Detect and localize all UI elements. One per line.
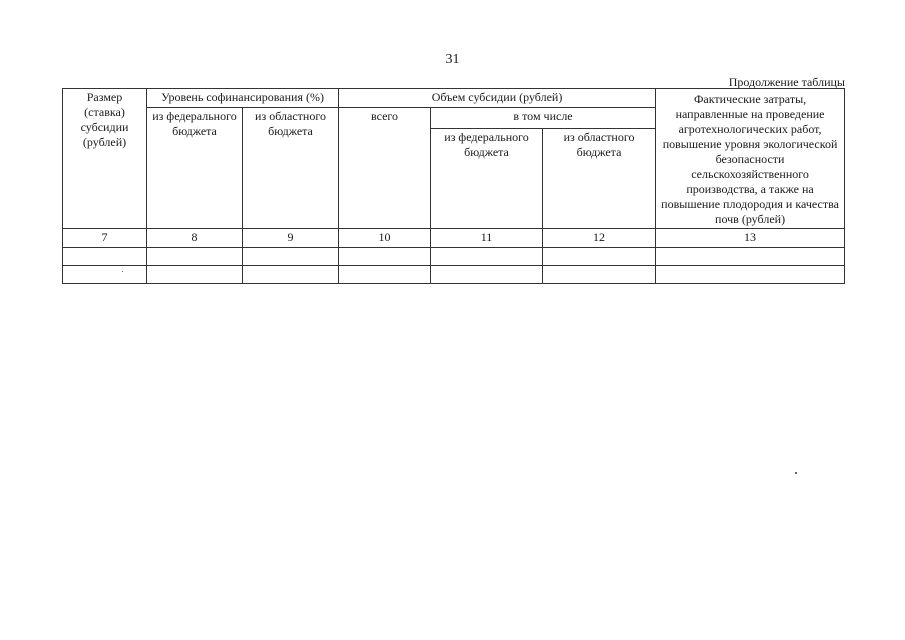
column-number: 8: [147, 229, 243, 248]
column-number: 12: [543, 229, 656, 248]
column-number: 9: [243, 229, 339, 248]
header-subsidy-size: Размер (ставка) субсидии (рублей): [63, 89, 147, 229]
table-cell: [147, 248, 243, 266]
scan-speck: [122, 271, 123, 272]
header-volume-total: всего: [339, 108, 431, 229]
column-number: 10: [339, 229, 431, 248]
header-cofin-regional: из областного бюджета: [243, 108, 339, 229]
header-subsidy-volume: Объем субсидии (рублей): [339, 89, 656, 108]
column-number: 13: [656, 229, 845, 248]
table-cell: [63, 266, 147, 284]
page-number: 31: [445, 52, 460, 67]
table-cell: [63, 248, 147, 266]
table-cell: [431, 266, 543, 284]
table-cell: [431, 248, 543, 266]
header-volume-regional: из областного бюджета: [543, 129, 656, 229]
table-cell: [656, 248, 845, 266]
table-cell: [543, 248, 656, 266]
table-cell: [543, 266, 656, 284]
column-number: 11: [431, 229, 543, 248]
table-cell: [339, 266, 431, 284]
header-including: в том числе: [431, 108, 656, 129]
header-cofinancing-level: Уровень софинансирования (%): [147, 89, 339, 108]
table-cell: [243, 248, 339, 266]
table-cell: [656, 266, 845, 284]
table-cell: [339, 248, 431, 266]
subsidy-table: [62, 88, 845, 284]
table-cell: [243, 266, 339, 284]
table-cell: [147, 266, 243, 284]
table-row: [63, 266, 845, 284]
column-number-row: [63, 229, 845, 248]
header-volume-federal: из федерального бюджета: [431, 129, 543, 229]
header-actual-costs: Фактические затраты, направленные на проведение агротехнологических работ, повышение уровня экологической безопасности сельскохозяйственного производства, а также на повышение плодородия и качества почв (рублей): [656, 89, 845, 229]
header-cofin-federal: из федерального бюджета: [147, 108, 243, 229]
table-row: [63, 248, 845, 266]
scan-speck: [795, 472, 797, 474]
table-continuation-label: Продолжение таблицы: [728, 75, 845, 89]
column-number: 7: [63, 229, 147, 248]
